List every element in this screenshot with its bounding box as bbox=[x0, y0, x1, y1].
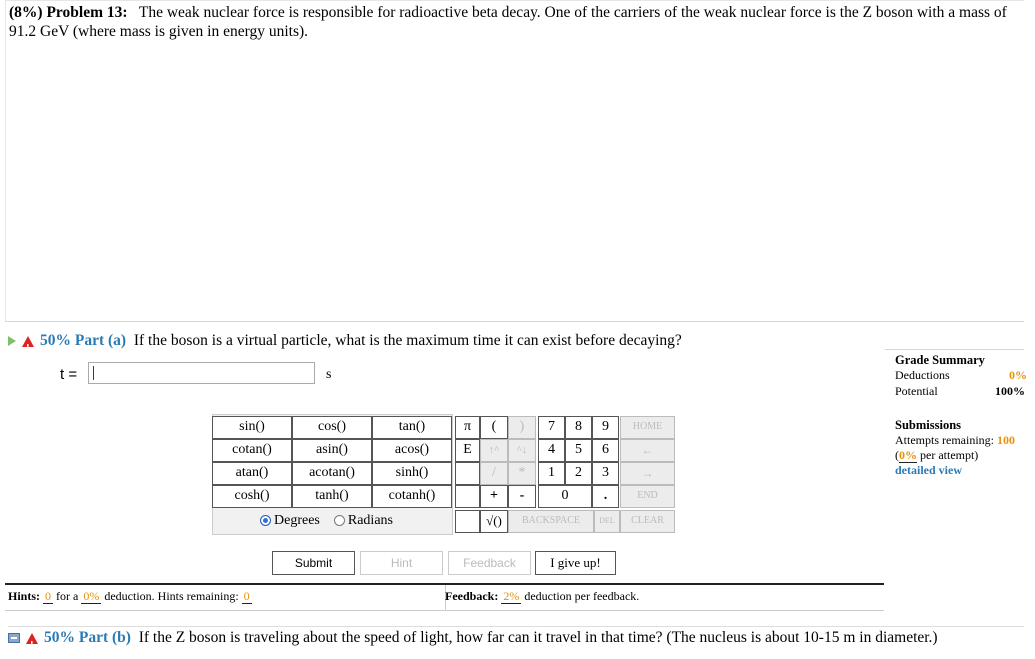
answer-unit: s bbox=[326, 367, 332, 382]
minus-key[interactable]: - bbox=[508, 485, 536, 508]
part-a-percent: 50% bbox=[40, 332, 71, 349]
feedback-pct: 2% bbox=[503, 589, 520, 603]
problem-body: The weak nuclear force is responsible for radioactive beta decay. One of the carriers of the weak nuclear force is the Z boson with a mass of 91.2 GeV (where mass is given in energy units). bbox=[9, 4, 1007, 40]
acos-button[interactable]: acos() bbox=[372, 439, 452, 462]
deductions-label: Deductions bbox=[895, 368, 950, 382]
collapse-icon[interactable] bbox=[8, 633, 20, 643]
hints-remaining: 0 bbox=[243, 589, 250, 603]
hints-for-a: for a bbox=[56, 589, 79, 603]
pi-key[interactable]: π bbox=[455, 416, 480, 439]
sqrt-key[interactable]: √() bbox=[480, 510, 508, 533]
hints-deduction-text: deduction. Hints remaining: bbox=[104, 589, 239, 603]
warning-icon bbox=[26, 633, 38, 644]
sidebar-divider bbox=[885, 349, 1024, 350]
potential-label: Potential bbox=[895, 384, 938, 398]
key-9[interactable]: 9 bbox=[592, 416, 619, 439]
submissions-panel bbox=[895, 418, 1035, 478]
delete-key[interactable]: DEL bbox=[594, 510, 620, 533]
attempts-value: 100 bbox=[996, 433, 1015, 447]
part-a-question: If the boson is a virtual particle, what is the maximum time it can exist before decaying? bbox=[133, 332, 682, 349]
key-7[interactable]: 7 bbox=[538, 416, 565, 439]
hints-feedback-row bbox=[5, 583, 884, 611]
cursor-right-key[interactable]: → bbox=[620, 462, 675, 485]
angle-mode bbox=[260, 513, 393, 529]
key-0[interactable]: 0 bbox=[538, 485, 592, 508]
answer-label: t = bbox=[60, 366, 78, 383]
hint-button[interactable]: Hint bbox=[360, 551, 443, 575]
left-paren-key[interactable]: ( bbox=[480, 416, 508, 439]
hints-deduction-pct: 0% bbox=[83, 589, 100, 603]
cos-button[interactable]: cos() bbox=[292, 416, 372, 439]
deductions-value: 0% bbox=[1009, 368, 1027, 382]
multiply-key[interactable]: * bbox=[508, 462, 536, 485]
grade-summary-title: Grade Summary bbox=[895, 353, 985, 367]
asin-button[interactable]: asin() bbox=[292, 439, 372, 462]
home-key[interactable]: HOME bbox=[620, 416, 675, 439]
feedback-info bbox=[445, 589, 639, 604]
e-key[interactable]: E bbox=[455, 439, 480, 462]
superscript-down-key[interactable]: ^↓ bbox=[508, 439, 536, 462]
end-key[interactable]: END bbox=[620, 485, 675, 508]
key-2[interactable]: 2 bbox=[565, 462, 592, 485]
degrees-radio[interactable] bbox=[260, 515, 271, 526]
blank-key-2 bbox=[455, 485, 480, 508]
degrees-label: Degrees bbox=[274, 513, 320, 528]
feedback-text: deduction per feedback. bbox=[524, 589, 640, 603]
answer-input[interactable] bbox=[88, 362, 315, 384]
decimal-key[interactable]: . bbox=[592, 485, 619, 508]
hints-count: 0 bbox=[45, 589, 52, 603]
attempts-label: Attempts remaining: bbox=[895, 433, 994, 447]
give-up-button[interactable]: I give up! bbox=[535, 551, 616, 575]
per-attempt-row: (0% per attempt) bbox=[895, 448, 979, 462]
hints-info bbox=[8, 589, 252, 604]
key-8[interactable]: 8 bbox=[565, 416, 592, 439]
problem-statement bbox=[5, 0, 1024, 322]
key-1[interactable]: 1 bbox=[538, 462, 565, 485]
blank-key-3 bbox=[455, 510, 480, 533]
clear-key[interactable]: CLEAR bbox=[620, 510, 675, 533]
key-5[interactable]: 5 bbox=[565, 439, 592, 462]
part-a-header[interactable] bbox=[8, 330, 1024, 352]
right-paren-key[interactable]: ) bbox=[508, 416, 536, 439]
feedback-label: Feedback: bbox=[445, 589, 499, 603]
tanh-button[interactable]: tanh() bbox=[292, 485, 372, 508]
divide-key[interactable]: / bbox=[480, 462, 508, 485]
plus-key[interactable]: + bbox=[480, 485, 508, 508]
radians-label: Radians bbox=[347, 513, 393, 528]
part-b-question: If the Z boson is traveling about the speed of light, how far can it travel in that time? (The nucleus is about 10-15 m in diameter.) bbox=[138, 629, 938, 646]
problem-text-block bbox=[9, 3, 1024, 41]
atan-button[interactable]: atan() bbox=[212, 462, 292, 485]
cursor-left-key[interactable]: ← bbox=[620, 439, 675, 462]
text-caret bbox=[93, 366, 94, 380]
sinh-button[interactable]: sinh() bbox=[372, 462, 452, 485]
acotan-button[interactable]: acotan() bbox=[292, 462, 372, 485]
part-b-header[interactable] bbox=[8, 626, 1024, 649]
cosh-button[interactable]: cosh() bbox=[212, 485, 292, 508]
part-a-label: Part (a) bbox=[74, 332, 127, 349]
sin-button[interactable]: sin() bbox=[212, 416, 292, 439]
tan-button[interactable]: tan() bbox=[372, 416, 452, 439]
hints-label: Hints: bbox=[8, 589, 41, 603]
part-b-label: Part (b) bbox=[78, 629, 131, 646]
potential-row bbox=[895, 384, 1035, 400]
cotanh-button[interactable]: cotanh() bbox=[372, 485, 452, 508]
problem-title: (8%) Problem 13: bbox=[9, 4, 128, 21]
grade-summary bbox=[895, 353, 1035, 400]
blank-key-1 bbox=[455, 462, 480, 485]
detailed-view-link[interactable]: detailed view bbox=[895, 463, 962, 477]
submit-button[interactable]: Submit bbox=[272, 551, 355, 575]
part-b-percent: 50% bbox=[44, 629, 75, 646]
superscript-up-key[interactable]: ↑^ bbox=[480, 439, 508, 462]
cotan-button[interactable]: cotan() bbox=[212, 439, 292, 462]
attempts-row bbox=[895, 433, 1035, 448]
key-4[interactable]: 4 bbox=[538, 439, 565, 462]
warning-icon bbox=[22, 336, 34, 347]
per-attempt-pct: 0% bbox=[899, 448, 917, 462]
feedback-button[interactable]: Feedback bbox=[448, 551, 531, 575]
key-3[interactable]: 3 bbox=[592, 462, 619, 485]
expand-triangle-icon[interactable] bbox=[8, 336, 16, 346]
potential-value: 100% bbox=[995, 384, 1025, 398]
backspace-key[interactable]: BACKSPACE bbox=[508, 510, 594, 533]
submissions-title: Submissions bbox=[895, 418, 962, 432]
radians-radio[interactable] bbox=[334, 515, 345, 526]
key-6[interactable]: 6 bbox=[592, 439, 619, 462]
deductions-row bbox=[895, 368, 1035, 384]
per-attempt-text: per attempt) bbox=[920, 448, 979, 462]
